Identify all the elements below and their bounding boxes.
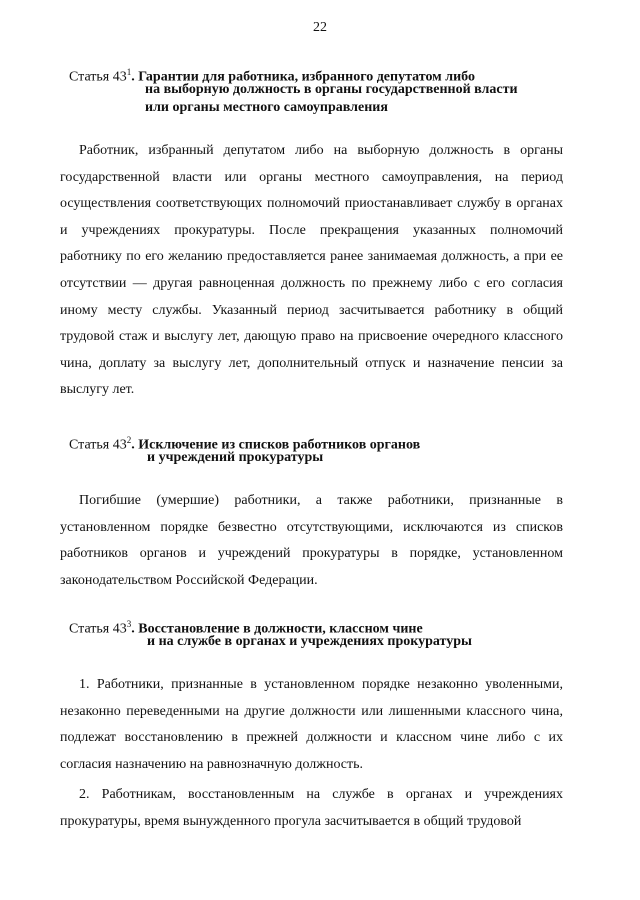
article-title: . Гарантии для работника, избранного депутатом либо	[131, 69, 475, 85]
article-prefix: Статья 43	[69, 621, 127, 637]
article-title: . Восстановление в должности, классном чине	[131, 621, 423, 637]
article-title: . Исключение из списков работников органов	[131, 437, 421, 453]
article-title-cont: и на службе в органах и учреждениях прокуратуры	[147, 634, 472, 649]
article-superscript: 2	[126, 435, 132, 445]
article-prefix: Статья 43	[69, 69, 127, 85]
article-title-cont: или органы местного самоуправления	[145, 100, 388, 115]
article-superscript: 3	[126, 619, 132, 629]
paragraph: 2. Работникам, восстановленным на службе в органах и учреждениях прокуратуры, время вынужденного прогула засчитывается в общий трудовой	[60, 787, 563, 829]
article-title-cont: на выборную должность в органы государственной власти	[145, 82, 518, 97]
paragraph: Погибшие (умершие) работники, а также работники, признанные в установленном порядке безвестно отсутствующими, исключаются из списков работников органов и учреждений прокуратуры в порядке, установленном законодательством Российской Федерации.	[60, 493, 563, 588]
paragraph: 1. Работники, признанные в установленном порядке незаконно уволенными, незаконно переведенными на другие должности или лишенными классного чина, подлежат восстановлению в прежней должности и классном чине либо с их согласия назначению на равнозначную должность.	[60, 677, 563, 772]
article-superscript: 1	[126, 67, 132, 77]
article-title-cont: и учреждений прокуратуры	[147, 450, 324, 465]
paragraph: Работник, избранный депутатом либо на выборную должность в органы государственной власти или органы местного самоуправления, на период осуществления соответствующих полномочий приостанавливает службу в органах и учреждениях прокуратуры. После прекращения указанных полномочий работнику по его желанию предоставляется ранее занимаемая должность, а при ее отсутствии — другая равноценная должность по прежнему либо с его согласия иному месту службы. Указанный период засчитывается работнику в общий трудовой стаж и выслугу лет, дающую право на присвоение очередного классного чина, доплату за выслугу лет, дополнительный отпуск и назначение пенсии за выслугу лет.	[60, 143, 563, 398]
article-prefix: Статья 43	[69, 437, 127, 453]
page-number: 22	[313, 20, 327, 35]
